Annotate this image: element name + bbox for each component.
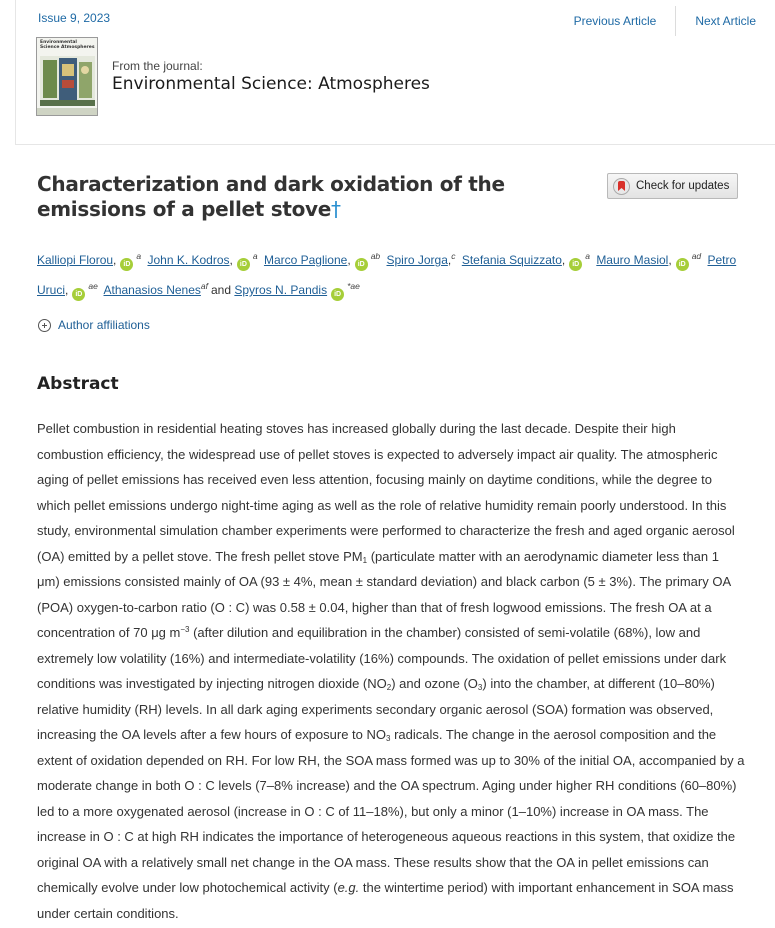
next-article-link[interactable]: Next Article xyxy=(695,14,756,28)
cover-artwork xyxy=(40,56,95,106)
affiliation-marker: c xyxy=(451,251,456,261)
cover-footer-strip xyxy=(37,108,97,115)
author-affiliations-label: Author affiliations xyxy=(58,318,150,332)
author-separator: , xyxy=(561,253,566,267)
author-link[interactable]: Petro Uruci xyxy=(37,253,737,297)
orcid-icon[interactable]: iD xyxy=(569,258,582,271)
journal-name[interactable]: Environmental Science: Atmospheres xyxy=(112,74,430,94)
abstract-segment: ) into the chamber, at different (10–80%) relative humidity (RH) levels. In all dark aging experiments secondary organic aerosol (SOA) formation was observed, increasing the OA levels after a few hours of exposure to NO xyxy=(37,676,715,742)
affiliation-marker: a xyxy=(136,251,142,261)
abstract-segment: 3 xyxy=(386,734,391,743)
abstract-segment: radicals. The change in the aerosol composition and the extent of oxidation depended on RH. For low RH, the SOA mass formed was up to 30% of the initial OA, accompanied by a moderate change in both O : C levels (7–8% increase) and the OA spectrum. Aging under higher RH conditions (60–80%) led to a more oxygenated aerosol (increase in O : C of 11–18%), but only a minor (1–10%) increase in OA mass. The increase in O : C at high RH indicates the importance of heterogeneous aqueous reactions in this system, that oxidize the original OA with a relatively small net change in the OA mass. These results show that the OA in pellet emissions can chemically evolve under low photochemical activity ( xyxy=(37,727,745,895)
author-list xyxy=(37,243,757,303)
article-title-text: Characterization and dark oxidation of the emissions of a pellet stove xyxy=(37,172,505,221)
abstract-segment: 1 xyxy=(362,555,368,565)
article-nav xyxy=(555,6,775,36)
abstract-segment: ) and ozone (O xyxy=(391,676,478,691)
author-link[interactable]: Marco Paglione xyxy=(263,253,348,267)
orcid-icon[interactable]: iD xyxy=(72,288,85,301)
cover-title: Environmental Science Atmospheres xyxy=(40,40,95,50)
abstract-segment: 3 xyxy=(477,683,483,692)
crossmark-icon xyxy=(613,178,630,195)
check-for-updates-label: Check for updates xyxy=(636,180,730,192)
affiliation-marker: af xyxy=(200,281,208,291)
journal-header xyxy=(15,0,775,145)
author-separator: , xyxy=(229,253,233,267)
author-separator: , xyxy=(347,253,351,267)
abstract-segment: Pellet combustion in residential heating stoves has increased globally during the last decade. Despite their high combustion efficiency, the widespread use of pellet stoves is expected to adversely impact air quality. The atmospheric aging of pellet emissions has received even less attention, focusing mainly on daytime conditions, while the degree to which pellet emissions undergo night-time aging as well as the role of relative humidity remain poorly understood. In this study, environmental simulation chamber experiments were performed to characterize the fresh and aged organic aerosol (OA) emitted by a pellet stove. The fresh pellet stove PM xyxy=(37,421,735,564)
esi-dagger-link[interactable]: † xyxy=(331,197,341,221)
affiliation-marker: a xyxy=(252,251,258,261)
orcid-icon[interactable]: iD xyxy=(355,258,368,271)
author-and: and xyxy=(211,283,232,297)
abstract-segment: the wintertime period) with important enhancement in SOA mass under certain conditions. xyxy=(37,880,734,921)
abstract-segment: e.g. xyxy=(337,880,360,895)
expand-plus-icon xyxy=(38,319,51,332)
orcid-icon[interactable]: iD xyxy=(331,288,344,301)
journal-cover-image[interactable] xyxy=(36,37,98,116)
author-link[interactable]: John K. Kodros xyxy=(147,253,230,267)
abstract-segment: −3 xyxy=(180,625,190,634)
affiliation-marker: ad xyxy=(691,251,702,261)
from-journal-label: From the journal: xyxy=(112,59,203,73)
author-affiliations-toggle[interactable] xyxy=(38,318,150,332)
affiliation-marker: *ae xyxy=(347,281,360,291)
author-link[interactable]: Mauro Masiol xyxy=(596,253,669,267)
orcid-icon[interactable]: iD xyxy=(237,258,250,271)
orcid-icon[interactable]: iD xyxy=(120,258,133,271)
author-link[interactable]: Kalliopi Florou xyxy=(37,253,114,267)
author-link[interactable]: Spyros N. Pandis xyxy=(234,283,328,297)
previous-article-link[interactable]: Previous Article xyxy=(573,14,657,28)
abstract-segment: 2 xyxy=(386,683,392,692)
orcid-icon[interactable]: iD xyxy=(676,258,689,271)
author-link[interactable]: Stefania Squizzato xyxy=(461,253,562,267)
abstract-text xyxy=(37,416,745,926)
abstract-segment: (after dilution and equilibration in the chamber) consisted of semi-volatile (68%), low and extremely low volatility (16%) and intermediate-volatility (16%) compounds. The oxidation of pellet emissions under dark conditions was investigated by injecting nitrogen dioxide (NO xyxy=(37,625,727,691)
author-link[interactable]: Athanasios Nenes xyxy=(103,283,201,297)
issue-link[interactable]: Issue 9, 2023 xyxy=(38,11,111,25)
author-link[interactable]: Spiro Jorga xyxy=(386,253,448,267)
author-separator: , xyxy=(113,253,117,267)
abstract-heading: Abstract xyxy=(37,374,119,394)
affiliation-marker: a xyxy=(585,251,590,261)
affiliation-marker: ab xyxy=(370,251,381,261)
author-separator: , xyxy=(65,283,69,297)
affiliation-marker: ae xyxy=(88,281,98,291)
author-separator: , xyxy=(447,253,452,267)
abstract-segment: (particulate matter with an aerodynamic diameter less than 1 μm) emissions consisted mainly of OA (93 ± 4%, mean ± standard deviation) and black carbon (5 ± 3%). The primary OA (POA) oxygen-to-carbon ratio (O : C) was 0.58 ± 0.04, higher than that of fresh logwood emissions. The fresh OA at a concentration of 70 μg m xyxy=(37,548,731,640)
author-separator: , xyxy=(668,253,672,267)
check-for-updates-button[interactable] xyxy=(607,173,738,199)
article-title xyxy=(37,172,597,222)
